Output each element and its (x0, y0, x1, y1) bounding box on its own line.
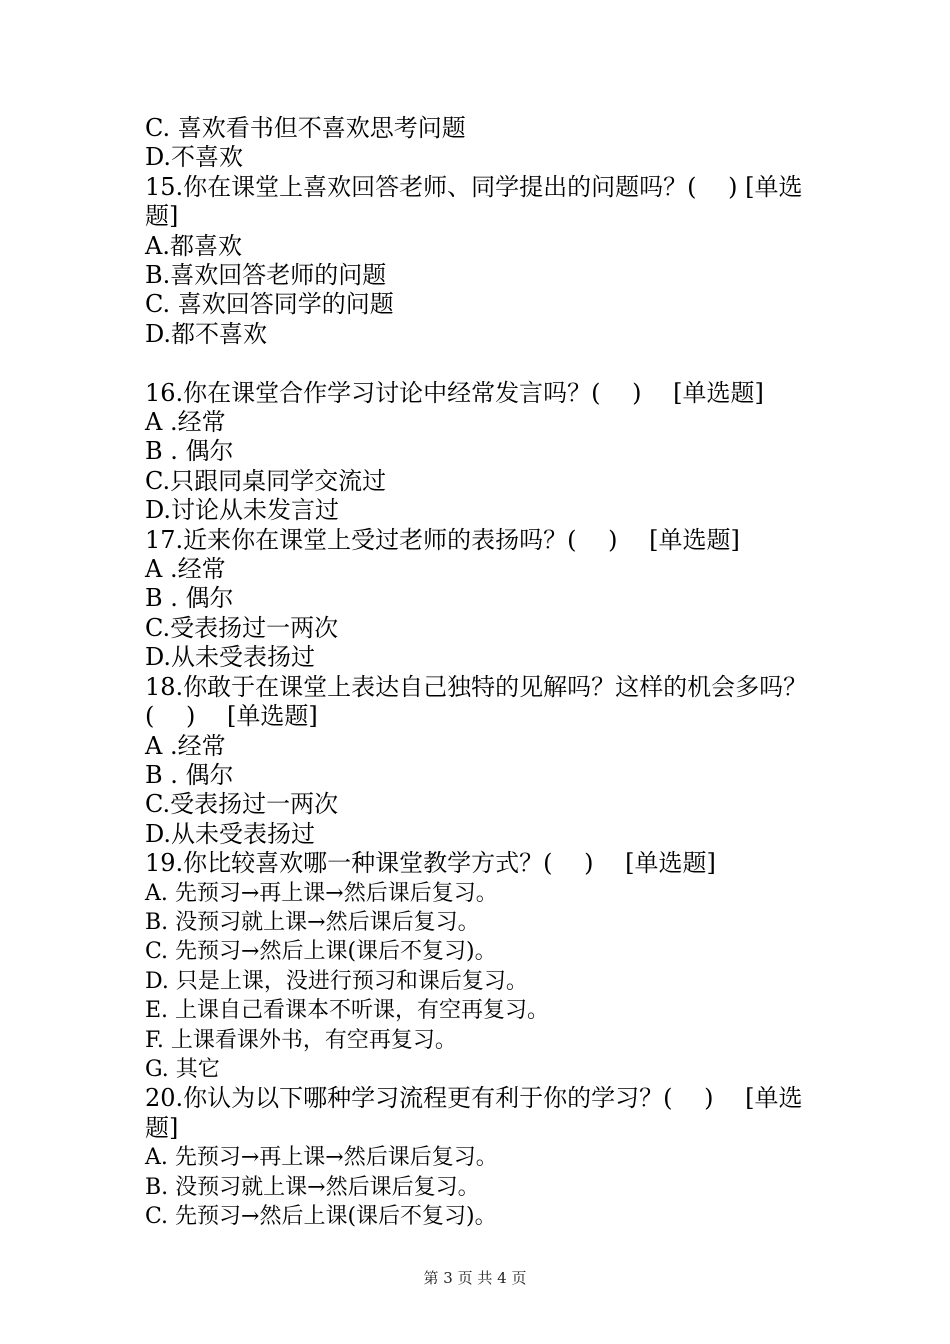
option-line: A.都喜欢 (145, 231, 242, 260)
option-line: B . 偶尔 (145, 760, 234, 789)
option-line: C.受表扬过一两次 (145, 613, 339, 642)
question-16: 16.你在课堂合作学习讨论中经常发言吗？( ) [单选题] (145, 378, 764, 407)
page-footer: 第 3 页 共 4 页 (423, 1269, 527, 1287)
option-line: C.只跟同桌同学交流过 (145, 466, 387, 495)
option-line: B. 没预习就上课→然后课后复习。 (145, 909, 480, 935)
option-line: C.受表扬过一两次 (145, 790, 339, 819)
option-line: D.讨论从未发言过 (145, 496, 340, 525)
option-line: A. 先预习→再上课→然后课后复习。 (145, 880, 498, 906)
option-line: A .经常 (145, 555, 226, 584)
document-body (145, 114, 810, 1231)
question-19: 19.你比较喜欢哪一种课堂教学方式？( ) [单选题] (145, 849, 716, 878)
option-line: A. 先预习→再上课→然后课后复习。 (145, 1145, 498, 1171)
question-20: 20.你认为以下哪种学习流程更有利于你的学习？( ) [单选题] (145, 1084, 803, 1142)
blank-line (145, 349, 810, 378)
option-line: B . 偶尔 (145, 584, 234, 613)
option-line: D. 只是上课，没进行预习和课后复习。 (145, 968, 528, 994)
question-15: 15.你在课堂上喜欢回答老师、同学提出的问题吗？( ) [单选题] (145, 172, 803, 231)
option-line: D.从未受表扬过 (145, 643, 316, 672)
option-line: D.都不喜欢 (145, 319, 268, 348)
option-line: C. 先预习→然后上课(课后不复习)。 (145, 939, 497, 965)
option-line: D.不喜欢 (145, 143, 244, 172)
option-line: D.从未受表扬过 (145, 819, 316, 848)
option-line: C. 先预习→然后上课(课后不复习)。 (145, 1204, 497, 1230)
option-line: A .经常 (145, 731, 226, 760)
option-line: B. 没预习就上课→然后课后复习。 (145, 1174, 480, 1200)
option-line: E. 上课自己看课本不听课，有空再复习。 (145, 998, 550, 1024)
option-line: A .经常 (145, 408, 226, 437)
option-line: B . 偶尔 (145, 437, 234, 466)
question-18: 18.你敢于在课堂上表达自己独特的见解吗？这样的机会多吗？( ) [单选题] (145, 672, 808, 731)
option-line: C. 喜欢回答同学的问题 (145, 290, 394, 319)
option-line: B.喜欢回答老师的问题 (145, 261, 387, 290)
option-line: F. 上课看课外书，有空再复习。 (145, 1027, 457, 1053)
question-17: 17.近来你在课堂上受过老师的表扬吗？( ) [单选题] (145, 525, 740, 554)
option-line: C. 喜欢看书但不喜欢思考问题 (145, 114, 466, 142)
option-line: G. 其它 (145, 1056, 220, 1082)
